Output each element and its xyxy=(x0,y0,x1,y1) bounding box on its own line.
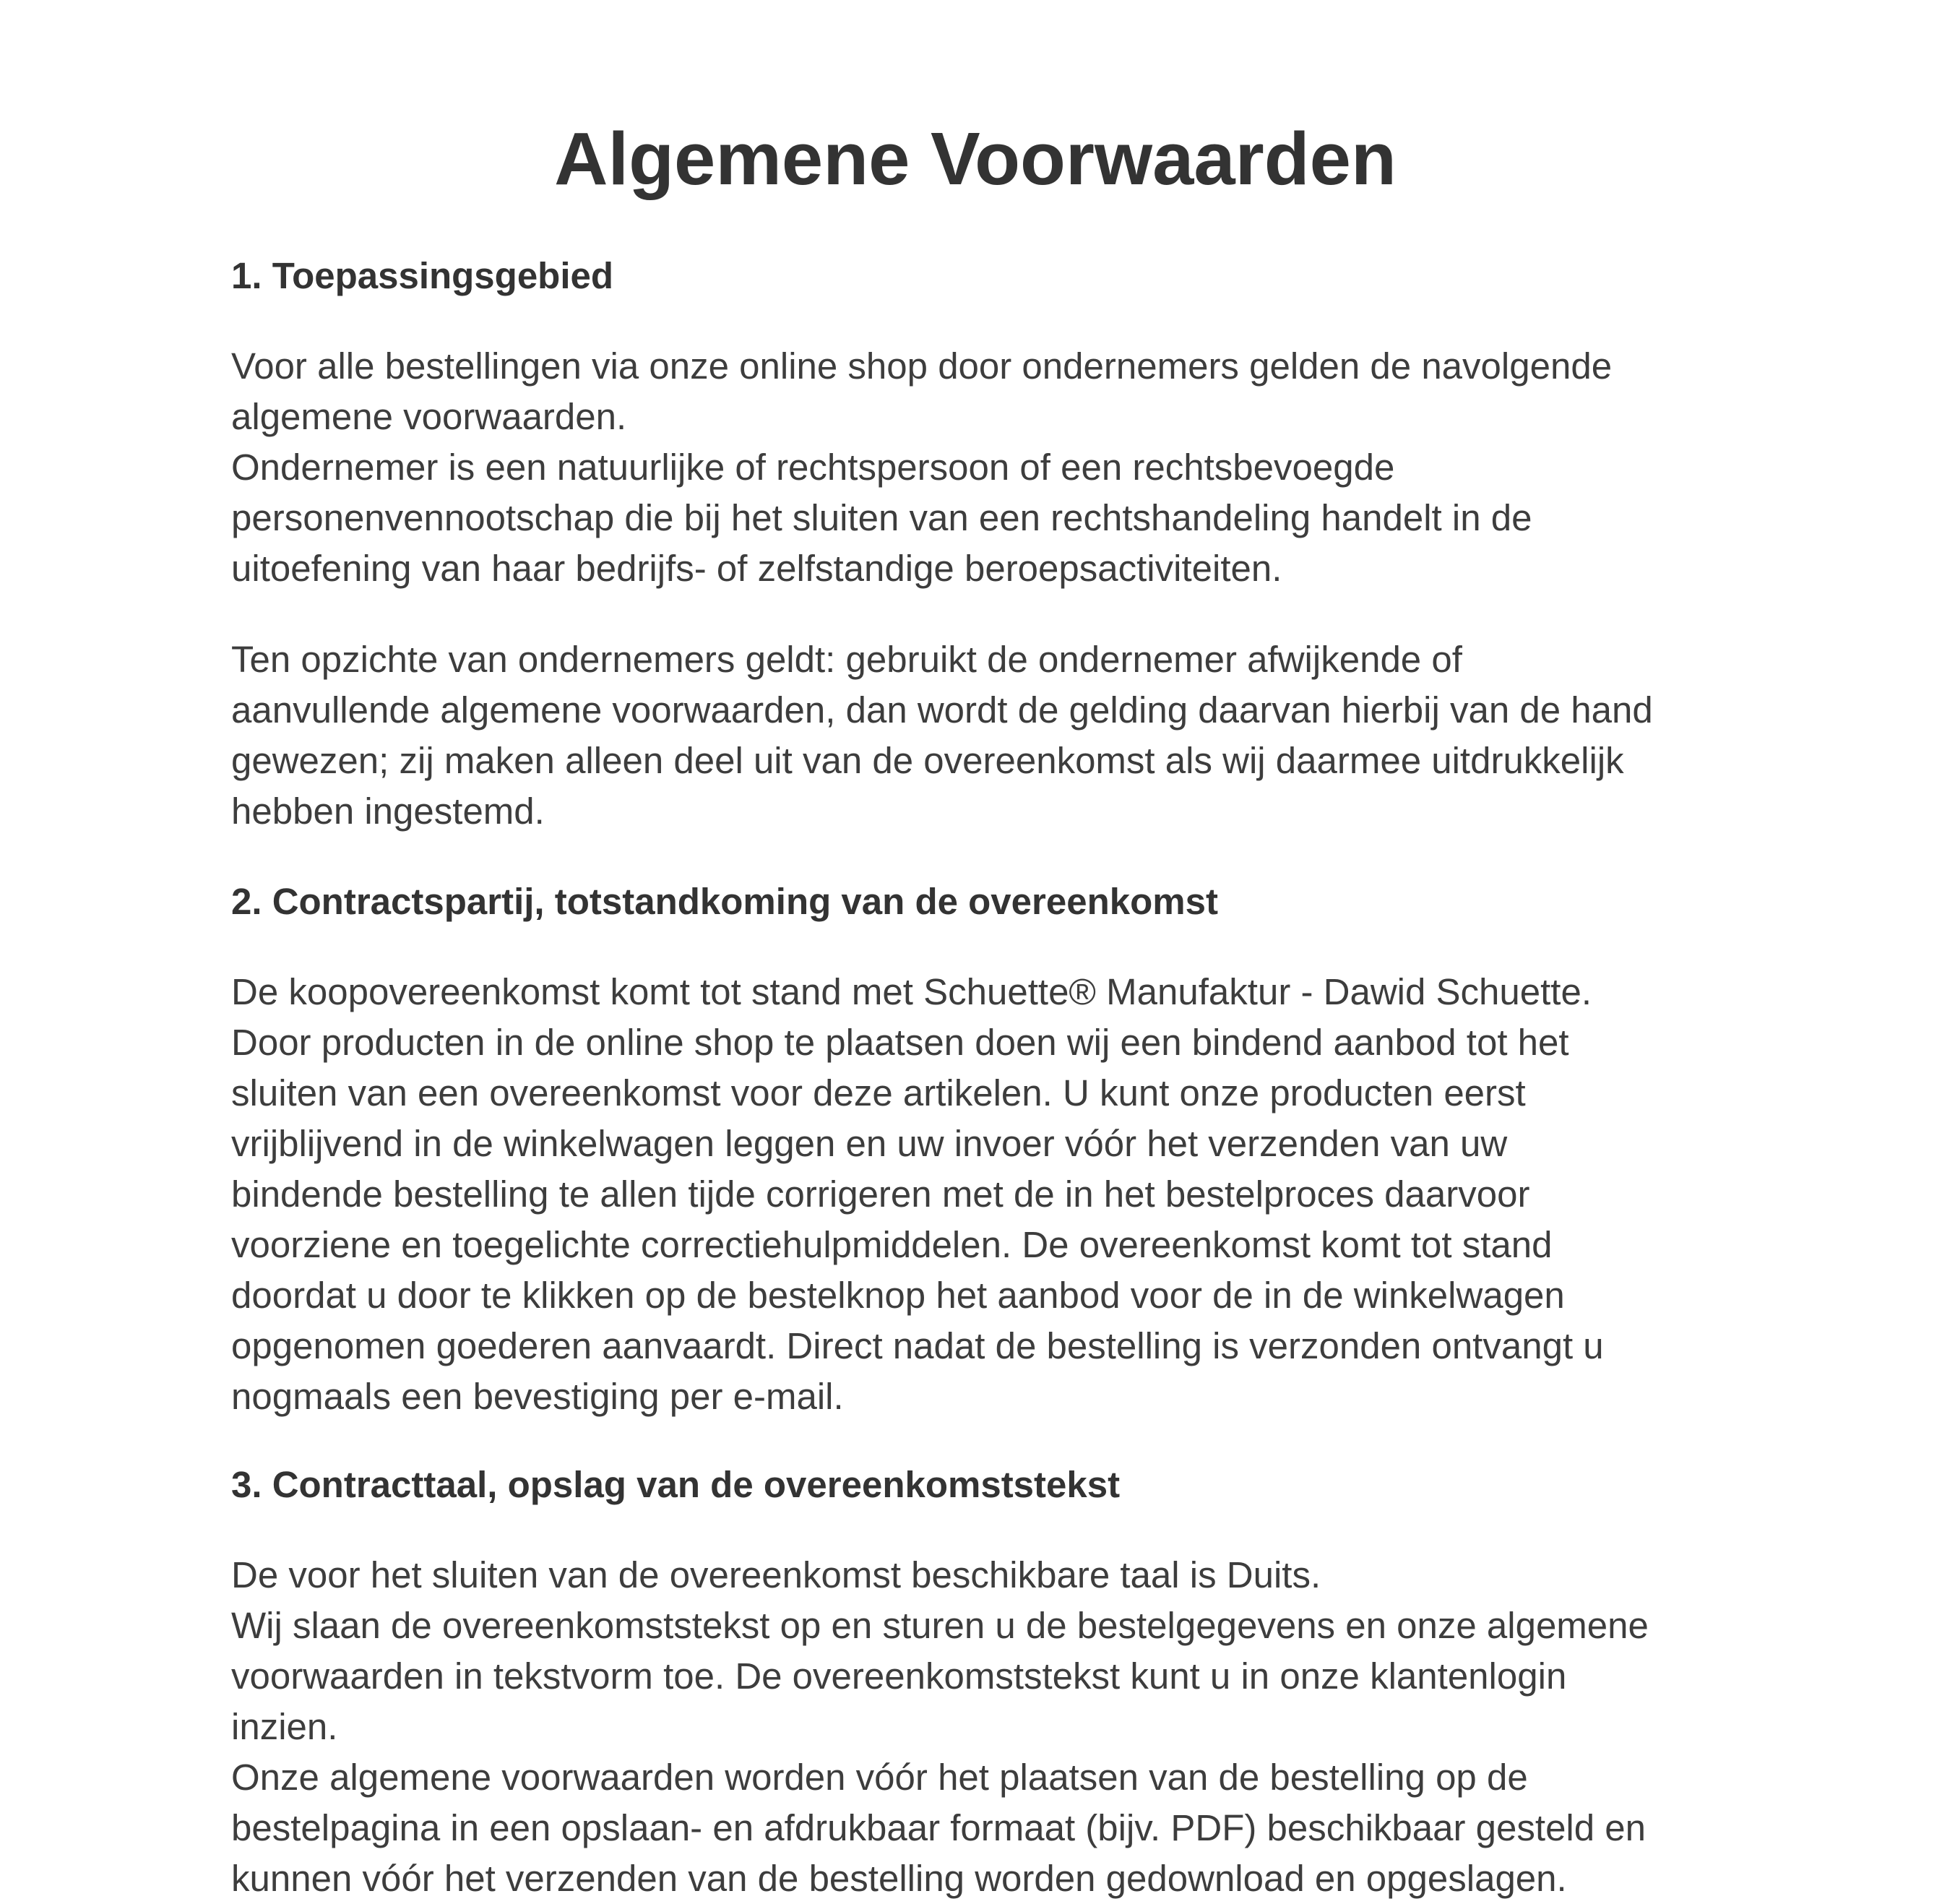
text-line: De voor het sluiten van de overeenkomst beschikbare taal is Duits. xyxy=(231,1554,1321,1595)
text-line: aanvullende algemene voorwaarden, dan wordt de gelding daarvan hierbij van de hand xyxy=(231,689,1653,731)
section-heading-contractspartij: 2. Contractspartij, totstandkoming van de overeenkomst xyxy=(231,881,1218,922)
text-line: kunnen vóór het verzenden van de bestelling worden gedownload en opgeslagen. xyxy=(231,1858,1567,1899)
text-line: voorziene en toegelichte correctiehulpmiddelen. De overeenkomst komt tot stand xyxy=(231,1224,1553,1265)
text-line: algemene voorwaarden. xyxy=(231,396,627,437)
section-heading-toepassingsgebied: 1. Toepassingsgebied xyxy=(231,255,614,296)
text-line: Ten opzichte van ondernemers geldt: gebruikt de ondernemer afwijkende of xyxy=(231,639,1462,680)
text-line: opgenomen goederen aanvaardt. Direct nadat de bestelling is verzonden ontvangt u xyxy=(231,1325,1604,1366)
text-line: uitoefening van haar bedrijfs- of zelfstandige beroepsactiviteiten. xyxy=(231,548,1282,589)
section-3-paragraph-1 xyxy=(231,1550,1649,1904)
section-2-paragraph-1 xyxy=(231,967,1604,1422)
text-line: Voor alle bestellingen via onze online shop door ondernemers gelden de navolgende xyxy=(231,345,1613,387)
text-line: bindende bestelling te allen tijde corrigeren met de in het bestelproces daarvoor xyxy=(231,1173,1530,1215)
text-line: vrijblijvend in de winkelwagen leggen en uw invoer vóór het verzenden van uw xyxy=(231,1123,1508,1164)
text-line: doordat u door te klikken op de bestelknop het aanbod voor de in de winkelwagen xyxy=(231,1275,1565,1316)
text-line: sluiten van een overeenkomst voor deze artikelen. U kunt onze producten eerst xyxy=(231,1072,1526,1113)
text-line: Ondernemer is een natuurlijke of rechtspersoon of een rechtsbevoegde xyxy=(231,447,1395,488)
section-heading-contracttaal: 3. Contracttaal, opslag van de overeenkomststekst xyxy=(231,1464,1121,1505)
section-1-paragraph-1 xyxy=(231,341,1612,594)
text-line: nogmaals een bevestiging per e-mail. xyxy=(231,1376,844,1417)
text-line: Door producten in de online shop te plaatsen doen wij een bindend aanbod tot het xyxy=(231,1022,1569,1063)
text-line: personenvennootschap die bij het sluiten van een rechtshandeling handelt in de xyxy=(231,497,1532,538)
text-line: bestelpagina in een opslaan- en afdrukbaar formaat (bijv. PDF) beschikbaar gesteld en xyxy=(231,1807,1647,1848)
text-line: Onze algemene voorwaarden worden vóór het plaatsen van de bestelling op de xyxy=(231,1757,1528,1798)
text-line: inzien. xyxy=(231,1706,338,1747)
text-line: hebben ingestemd. xyxy=(231,791,545,832)
text-line: gewezen; zij maken alleen deel uit van de overeenkomst als wij daarmee uitdrukkelijk xyxy=(231,740,1624,781)
document-title: Algemene Voorwaarden xyxy=(554,117,1397,200)
text-line: voorwaarden in tekstvorm toe. De overeenkomststekst kunt u in onze klantenlogin xyxy=(231,1655,1567,1697)
text-line: Wij slaan de overeenkomststekst op en sturen u de bestelgegevens en onze algemene xyxy=(231,1605,1649,1646)
text-line: De koopovereenkomst komt tot stand met Schuette® Manufaktur - Dawid Schuette. xyxy=(231,971,1592,1012)
section-1-paragraph-2 xyxy=(231,634,1653,837)
